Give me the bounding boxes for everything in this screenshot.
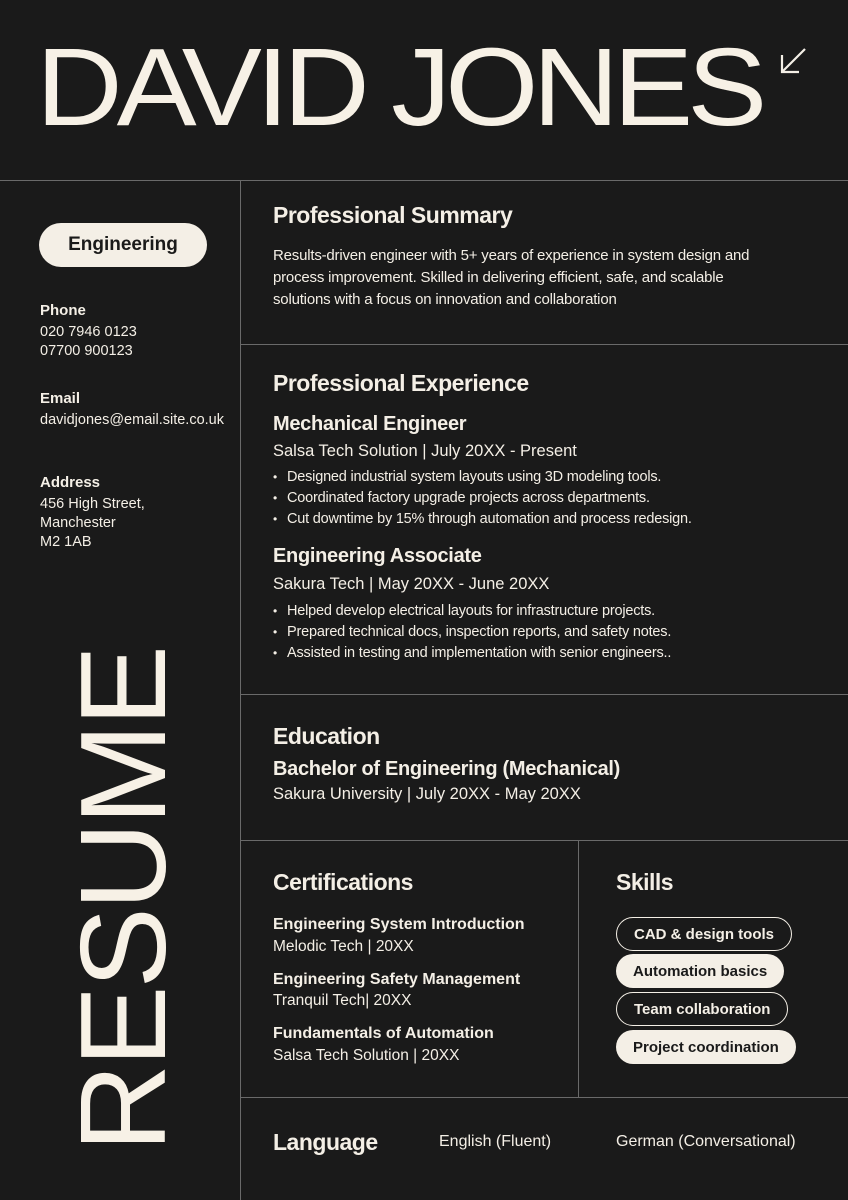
school: Sakura University | July 20XX - May 20XX <box>273 785 581 803</box>
experience-heading: Professional Experience <box>273 370 529 396</box>
language-divider <box>240 1097 848 1098</box>
list-item: • Coordinated factory upgrade projects across departments. <box>273 488 692 509</box>
cert-org: Tranquil Tech| 20XX <box>273 992 412 1009</box>
vertical-resume-title: RESUME <box>55 648 191 1152</box>
cert-name: Engineering Safety Management <box>273 971 521 988</box>
cert-org: Melodic Tech | 20XX <box>273 938 414 955</box>
job-title: Mechanical Engineer <box>273 413 467 435</box>
cert-name: Fundamentals of Automation <box>273 1025 494 1042</box>
list-item: • Assisted in testing and implementation with senior engineers.. <box>273 643 671 664</box>
job-bullets <box>273 467 692 530</box>
cert-name: Engineering System Introduction <box>273 916 525 933</box>
certifications-heading: Certifications <box>273 869 413 895</box>
address-line-1: 456 High Street, <box>40 496 145 512</box>
address-line-3: M2 1AB <box>40 534 92 550</box>
arrow-down-left-icon <box>778 46 808 76</box>
address-line-2: Manchester <box>40 515 116 531</box>
list-item: • Cut downtime by 15% through automation and process redesign. <box>273 509 692 530</box>
job-company: Salsa Tech Solution | July 20XX - Present <box>273 442 577 460</box>
job-company: Sakura Tech | May 20XX - June 20XX <box>273 575 550 593</box>
language-item: English (Fluent) <box>439 1133 552 1150</box>
summary-divider <box>240 344 848 345</box>
cert-org: Salsa Tech Solution | 20XX <box>273 1047 460 1064</box>
education-heading: Education <box>273 723 380 749</box>
job-bullets <box>273 601 671 664</box>
skill-tag: Automation basics <box>616 954 784 988</box>
phone-number-1: 020 7946 0123 <box>40 324 137 340</box>
skill-tag: Project coordination <box>616 1030 796 1064</box>
education-divider <box>240 840 848 841</box>
summary-text: Results-driven engineer with 5+ years of experience in system design and process improvement. Skilled in delivering efficient, safe, and scalable solutions with a focus on innovation and collaboration <box>273 247 750 308</box>
language-item: German (Conversational) <box>616 1133 796 1150</box>
email-value: davidjones@email.site.co.uk <box>40 412 224 428</box>
experience-divider <box>240 694 848 695</box>
skill-tag: CAD & design tools <box>616 917 792 951</box>
skill-tag: Team collaboration <box>616 992 788 1026</box>
degree: Bachelor of Engineering (Mechanical) <box>273 758 621 780</box>
list-item: • Prepared technical docs, inspection reports, and safety notes. <box>273 622 671 643</box>
email-label: Email <box>40 390 81 407</box>
department-badge: Engineering <box>39 223 207 267</box>
sidebar-divider <box>240 180 241 1200</box>
header-divider <box>0 180 848 181</box>
cert-skills-divider <box>578 840 579 1097</box>
address-label: Address <box>40 474 101 491</box>
job-title: Engineering Associate <box>273 545 482 567</box>
summary-heading: Professional Summary <box>273 202 513 228</box>
phone-number-2: 07700 900123 <box>40 343 133 359</box>
skills-heading: Skills <box>616 869 674 895</box>
candidate-name: DAVID JONES <box>36 25 762 149</box>
list-item: • Helped develop electrical layouts for infrastructure projects. <box>273 601 671 622</box>
phone-label: Phone <box>40 302 86 319</box>
list-item: • Designed industrial system layouts using 3D modeling tools. <box>273 467 692 488</box>
language-heading: Language <box>273 1129 378 1155</box>
